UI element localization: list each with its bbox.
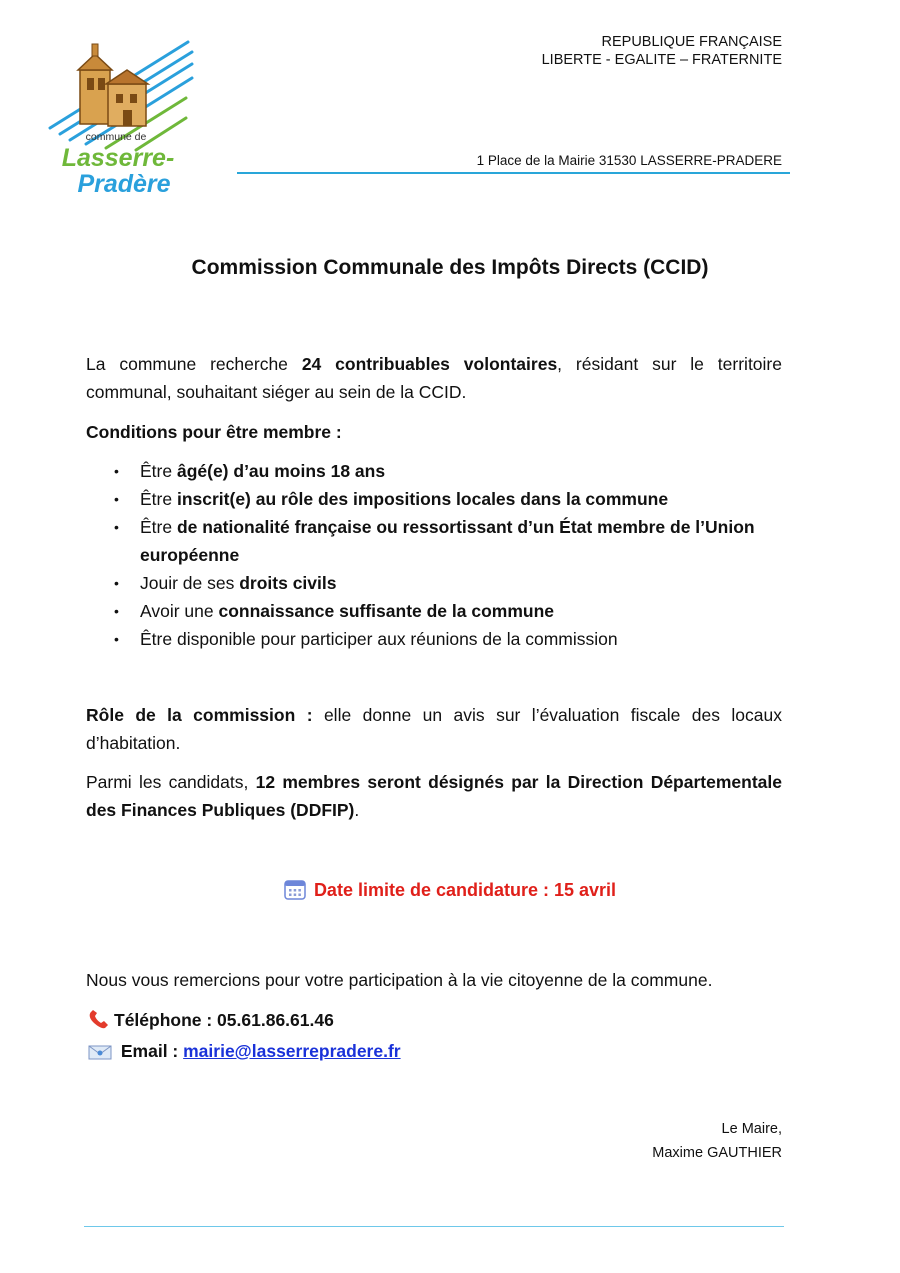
condition-bold: droits civils — [239, 573, 337, 593]
logo-pradere: Pradère — [77, 170, 171, 198]
members-text-end: . — [354, 800, 360, 820]
condition-bold: inscrit(e) au rôle des impositions locales dans la commune — [176, 489, 669, 509]
header-divider — [237, 172, 790, 174]
signature-name: Maxime GAUTHIER — [652, 1145, 782, 1161]
list-item — [140, 625, 836, 653]
logo-lasserre: Lasserre- — [61, 144, 175, 172]
members-highlight: 12 membres seront désignés par la Direction Départementale des Finances Publiques (DDFIP) — [86, 772, 782, 820]
members-paragraph — [86, 768, 782, 824]
condition-bold: âgé(e) d’au moins 18 ans — [176, 461, 386, 481]
list-item — [140, 597, 836, 625]
email-label: Email : — [120, 1041, 184, 1061]
envelope-icon — [88, 1043, 112, 1061]
phone-line — [88, 1010, 334, 1031]
intro-text-end: , résidant sur le territoire communal, souhaitant siéger au sein de la CCID. — [86, 354, 782, 402]
intro-paragraph — [86, 350, 782, 406]
conditions-list — [86, 457, 836, 653]
members-text-start: Parmi les candidats, — [86, 772, 256, 792]
condition-text: Être — [140, 517, 177, 537]
condition-text: Jouir de ses — [140, 573, 240, 593]
page-title: Commission Communale des Impôts Directs (CCID) — [191, 256, 709, 279]
telephone-icon — [88, 1010, 110, 1030]
condition-text: Être — [140, 489, 177, 509]
signature-block — [652, 1117, 782, 1165]
role-paragraph — [86, 701, 782, 757]
role-text: elle donne un avis sur l’évaluation fiscale des locaux d’habitation. — [86, 705, 782, 753]
deadline-notice — [0, 878, 900, 901]
email-line — [88, 1041, 401, 1062]
signature-title: Le Maire, — [721, 1121, 782, 1137]
condition-bold: connaissance suffisante de la commune — [218, 601, 555, 621]
condition-text: Être — [140, 461, 177, 481]
list-item — [140, 513, 836, 569]
list-item — [140, 457, 836, 485]
list-item — [140, 485, 836, 513]
motto-line: LIBERTE - EGALITE – FRATERNITE — [541, 52, 782, 68]
role-label: Rôle de la commission : — [86, 705, 313, 725]
phone-number[interactable]: Téléphone : 05.61.86.61.46 — [114, 1010, 334, 1030]
condition-text: Être disponible pour participer aux réunions de la commission — [140, 629, 618, 649]
condition-text: Avoir une — [140, 601, 219, 621]
intro-highlight: 24 contribuables volontaires — [301, 354, 558, 374]
republic-motto — [542, 33, 782, 69]
mairie-address: 1 Place de la Mairie 31530 LASSERRE-PRADERE — [476, 153, 782, 168]
republic-line: REPUBLIQUE FRANÇAISE — [601, 34, 782, 50]
list-item — [140, 569, 836, 597]
logo-commune-de: commune de — [85, 131, 147, 143]
condition-bold: de nationalité française ou ressortissant d’un État membre de l’Union européenne — [140, 517, 755, 565]
commune-logo — [46, 40, 194, 200]
calendar-icon — [284, 878, 306, 900]
conditions-heading: Conditions pour être membre : — [86, 422, 342, 442]
deadline-text: Date limite de candidature : 15 avril — [313, 880, 617, 900]
footer-divider — [84, 1226, 784, 1227]
intro-text-start: La commune recherche — [86, 354, 302, 374]
email-link[interactable]: mairie@lasserrepradere.fr — [183, 1041, 401, 1061]
thanks-paragraph: Nous vous remercions pour votre participation à la vie citoyenne de la commune. — [86, 970, 713, 990]
